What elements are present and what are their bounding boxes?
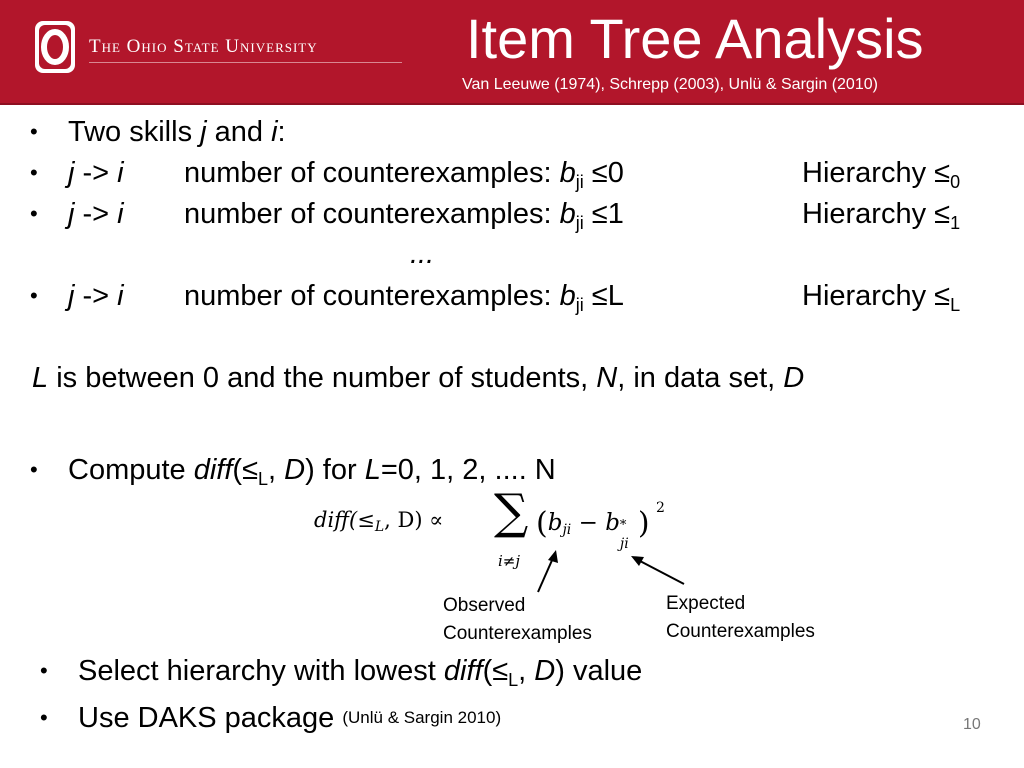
formula-lhs: $diff(\le_L$, D) ∝ bbox=[314, 508, 444, 535]
university-name: The Ohio State University bbox=[89, 36, 318, 57]
slide-title: Item Tree Analysis bbox=[466, 7, 924, 70]
bullet-dot: • bbox=[30, 201, 38, 226]
bullet-two-skills: Two skills j and i: bbox=[68, 116, 286, 148]
counterexample-condition: number of counterexamples: $b_{ji} \le 0$ bbox=[184, 157, 624, 192]
bullet-dot: • bbox=[30, 283, 38, 308]
expected-note: Expected Counterexamples bbox=[666, 593, 815, 642]
sum-sigma: ∑ bbox=[494, 484, 529, 540]
sum-subscript: i≠j bbox=[498, 552, 521, 570]
hierarchy-label: Hierarchy $\le_1$ bbox=[802, 198, 961, 233]
slide-subtitle: Van Leeuwe (1974), Schrepp (2003), Unlü & Sargin (2010) bbox=[462, 76, 878, 93]
daks-bullet: Use DAKS package (Unlü & Sargin 2010) bbox=[78, 702, 502, 734]
hierarchy-label: Hierarchy $\le_L$ bbox=[802, 280, 961, 315]
select-hierarchy-bullet: Select hierarchy with lowest $diff(\le_L$, D) value bbox=[78, 655, 643, 690]
observed-note: Observed Counterexamples bbox=[443, 595, 592, 644]
relation-label: j -> i bbox=[68, 198, 124, 230]
relation-label: j -> i bbox=[68, 280, 124, 312]
page-number: 10 bbox=[963, 716, 981, 733]
bullet-dot: • bbox=[40, 705, 48, 730]
university-logo-icon bbox=[34, 20, 76, 74]
compute-bullet: Compute $diff(\le_L$, D) for L=0, 1, 2, .... N bbox=[68, 454, 556, 489]
bullet-dot: • bbox=[30, 457, 38, 482]
counterexample-condition: number of counterexamples: $b_{ji} \le L$ bbox=[184, 280, 624, 315]
formula-exponent: 2 bbox=[656, 500, 665, 516]
formula-body: ($b_{ji} - b$ * ji ) bbox=[536, 506, 650, 552]
ellipsis: ... bbox=[410, 238, 435, 270]
bullet-dot: • bbox=[30, 160, 38, 185]
counterexample-condition: number of counterexamples: $b_{ji} \le 1$ bbox=[184, 198, 624, 233]
hierarchy-label: Hierarchy $\le_0$ bbox=[802, 157, 961, 192]
relation-label: j -> i bbox=[68, 157, 124, 189]
bullet-dot: • bbox=[40, 658, 48, 683]
range-sentence: L is between 0 and the number of students, N, in data set, D bbox=[32, 362, 805, 394]
header-divider bbox=[89, 62, 402, 63]
bullet-dot: • bbox=[30, 119, 38, 144]
header-bar bbox=[0, 0, 1024, 105]
